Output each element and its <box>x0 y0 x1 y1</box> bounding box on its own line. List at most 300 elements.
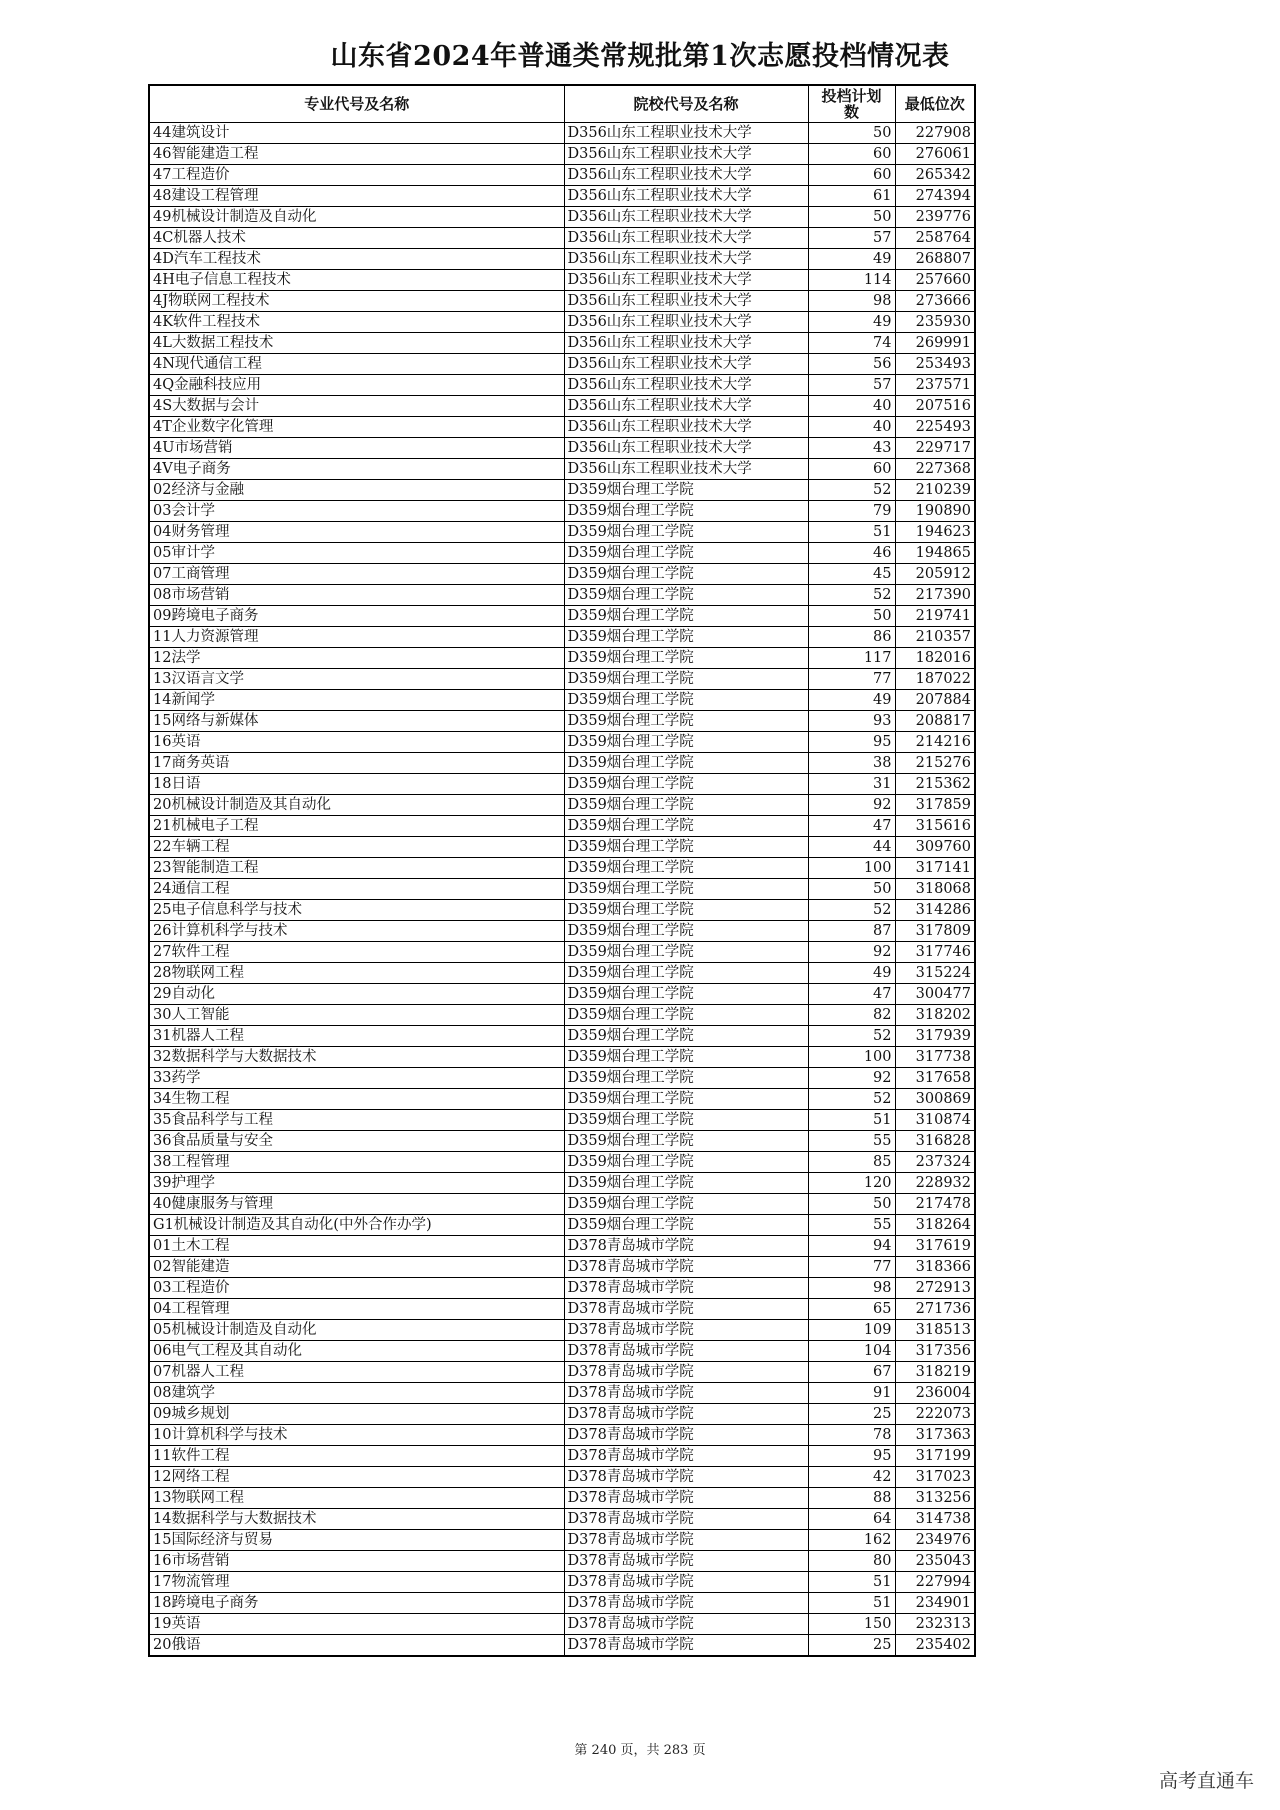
plan-cell: 40 <box>808 417 895 438</box>
plan-cell: 92 <box>808 942 895 963</box>
admission-table <box>148 84 976 1657</box>
table-row <box>149 606 975 627</box>
table-row <box>149 228 975 249</box>
rank-cell: 276061 <box>895 144 975 165</box>
major-cell: 27软件工程 <box>149 942 564 963</box>
school-cell: D359烟台理工学院 <box>564 1131 808 1152</box>
major-cell: 4L大数据工程技术 <box>149 333 564 354</box>
plan-cell: 92 <box>808 795 895 816</box>
plan-cell: 120 <box>808 1173 895 1194</box>
school-cell: D356山东工程职业技术大学 <box>564 459 808 480</box>
plan-cell: 51 <box>808 1572 895 1593</box>
plan-cell: 40 <box>808 396 895 417</box>
table-row <box>149 1194 975 1215</box>
table-row <box>149 795 975 816</box>
plan-cell: 50 <box>808 123 895 144</box>
page-footer: 第 240 页，共 283 页 <box>574 1743 706 1758</box>
major-cell: 17物流管理 <box>149 1572 564 1593</box>
rank-cell: 317859 <box>895 795 975 816</box>
table-body <box>149 123 975 1657</box>
major-cell: 48建设工程管理 <box>149 186 564 207</box>
rank-cell: 317738 <box>895 1047 975 1068</box>
table-row <box>149 1320 975 1341</box>
school-cell: D378青岛城市学院 <box>564 1236 808 1257</box>
major-cell: 09跨境电子商务 <box>149 606 564 627</box>
school-cell: D359烟台理工学院 <box>564 900 808 921</box>
table-row <box>149 564 975 585</box>
table-row <box>149 543 975 564</box>
rank-cell: 318264 <box>895 1215 975 1236</box>
school-cell: D356山东工程职业技术大学 <box>564 249 808 270</box>
table-row <box>149 648 975 669</box>
major-cell: 4Q金融科技应用 <box>149 375 564 396</box>
plan-cell: 77 <box>808 669 895 690</box>
school-cell: D356山东工程职业技术大学 <box>564 354 808 375</box>
major-cell: 30人工智能 <box>149 1005 564 1026</box>
major-cell: 11人力资源管理 <box>149 627 564 648</box>
major-cell: 14新闻学 <box>149 690 564 711</box>
school-cell: D359烟台理工学院 <box>564 984 808 1005</box>
school-cell: D359烟台理工学院 <box>564 1026 808 1047</box>
header-plan <box>808 85 895 123</box>
rank-cell: 187022 <box>895 669 975 690</box>
major-cell: 44建筑设计 <box>149 123 564 144</box>
school-cell: D359烟台理工学院 <box>564 585 808 606</box>
school-cell: D359烟台理工学院 <box>564 879 808 900</box>
rank-cell: 317746 <box>895 942 975 963</box>
table-row <box>149 1362 975 1383</box>
table-row <box>149 480 975 501</box>
school-cell: D378青岛城市学院 <box>564 1467 808 1488</box>
table-row <box>149 858 975 879</box>
table-row <box>149 1488 975 1509</box>
table-row <box>149 1026 975 1047</box>
major-cell: 4D汽车工程技术 <box>149 249 564 270</box>
plan-cell: 86 <box>808 627 895 648</box>
rank-cell: 214216 <box>895 732 975 753</box>
school-cell: D359烟台理工学院 <box>564 963 808 984</box>
school-cell: D359烟台理工学院 <box>564 501 808 522</box>
major-cell: 19英语 <box>149 1614 564 1635</box>
school-cell: D356山东工程职业技术大学 <box>564 144 808 165</box>
school-cell: D359烟台理工学院 <box>564 1089 808 1110</box>
table-row <box>149 1278 975 1299</box>
plan-cell: 77 <box>808 1257 895 1278</box>
page-title: 山东省2024年普通类常规批第1次志愿投档情况表 <box>330 41 950 72</box>
plan-cell: 109 <box>808 1320 895 1341</box>
plan-cell: 91 <box>808 1383 895 1404</box>
school-cell: D378青岛城市学院 <box>564 1446 808 1467</box>
table-row <box>149 984 975 1005</box>
plan-cell: 100 <box>808 1047 895 1068</box>
table-row <box>149 879 975 900</box>
rank-cell: 208817 <box>895 711 975 732</box>
major-cell: 47工程造价 <box>149 165 564 186</box>
table-row <box>149 1005 975 1026</box>
major-cell: 46智能建造工程 <box>149 144 564 165</box>
school-cell: D359烟台理工学院 <box>564 669 808 690</box>
plan-cell: 57 <box>808 375 895 396</box>
rank-cell: 268807 <box>895 249 975 270</box>
table-row <box>149 690 975 711</box>
table-row <box>149 417 975 438</box>
rank-cell: 317809 <box>895 921 975 942</box>
school-cell: D378青岛城市学院 <box>564 1530 808 1551</box>
plan-cell: 88 <box>808 1488 895 1509</box>
plan-cell: 65 <box>808 1299 895 1320</box>
school-cell: D359烟台理工学院 <box>564 480 808 501</box>
school-cell: D378青岛城市学院 <box>564 1383 808 1404</box>
rank-cell: 317141 <box>895 858 975 879</box>
major-cell: 16英语 <box>149 732 564 753</box>
plan-cell: 98 <box>808 1278 895 1299</box>
table-row <box>149 522 975 543</box>
major-cell: G1机械设计制造及其自动化(中外合作办学) <box>149 1215 564 1236</box>
major-cell: 04工程管理 <box>149 1299 564 1320</box>
plan-cell: 42 <box>808 1467 895 1488</box>
table-row <box>149 1341 975 1362</box>
major-cell: 31机器人工程 <box>149 1026 564 1047</box>
rank-cell: 314738 <box>895 1509 975 1530</box>
rank-cell: 318202 <box>895 1005 975 1026</box>
table-row <box>149 1383 975 1404</box>
table-row <box>149 1572 975 1593</box>
table-row <box>149 249 975 270</box>
rank-cell: 207884 <box>895 690 975 711</box>
major-cell: 4C机器人技术 <box>149 228 564 249</box>
table-row <box>149 1299 975 1320</box>
school-cell: D359烟台理工学院 <box>564 543 808 564</box>
plan-cell: 56 <box>808 354 895 375</box>
table-row <box>149 627 975 648</box>
school-cell: D356山东工程职业技术大学 <box>564 165 808 186</box>
major-cell: 28物联网工程 <box>149 963 564 984</box>
plan-cell: 44 <box>808 837 895 858</box>
major-cell: 11软件工程 <box>149 1446 564 1467</box>
major-cell: 22车辆工程 <box>149 837 564 858</box>
rank-cell: 317363 <box>895 1425 975 1446</box>
table-row <box>149 816 975 837</box>
rank-cell: 318366 <box>895 1257 975 1278</box>
school-cell: D359烟台理工学院 <box>564 816 808 837</box>
school-cell: D356山东工程职业技术大学 <box>564 207 808 228</box>
plan-cell: 49 <box>808 249 895 270</box>
plan-cell: 55 <box>808 1131 895 1152</box>
school-cell: D378青岛城市学院 <box>564 1278 808 1299</box>
major-cell: 18日语 <box>149 774 564 795</box>
table-row <box>149 1257 975 1278</box>
major-cell: 15国际经济与贸易 <box>149 1530 564 1551</box>
school-cell: D359烟台理工学院 <box>564 1068 808 1089</box>
plan-cell: 46 <box>808 543 895 564</box>
rank-cell: 310874 <box>895 1110 975 1131</box>
school-cell: D359烟台理工学院 <box>564 753 808 774</box>
plan-cell: 79 <box>808 501 895 522</box>
school-cell: D359烟台理工学院 <box>564 1005 808 1026</box>
rank-cell: 210357 <box>895 627 975 648</box>
table-row <box>149 1047 975 1068</box>
table-row <box>149 669 975 690</box>
major-cell: 36食品质量与安全 <box>149 1131 564 1152</box>
table-row <box>149 438 975 459</box>
rank-cell: 217478 <box>895 1194 975 1215</box>
major-cell: 49机械设计制造及自动化 <box>149 207 564 228</box>
rank-cell: 222073 <box>895 1404 975 1425</box>
school-cell: D359烟台理工学院 <box>564 942 808 963</box>
school-cell: D356山东工程职业技术大学 <box>564 186 808 207</box>
rank-cell: 317939 <box>895 1026 975 1047</box>
rank-cell: 271736 <box>895 1299 975 1320</box>
school-cell: D356山东工程职业技术大学 <box>564 270 808 291</box>
plan-cell: 43 <box>808 438 895 459</box>
plan-cell: 64 <box>808 1509 895 1530</box>
major-cell: 33药学 <box>149 1068 564 1089</box>
rank-cell: 194865 <box>895 543 975 564</box>
school-cell: D378青岛城市学院 <box>564 1572 808 1593</box>
school-cell: D359烟台理工学院 <box>564 795 808 816</box>
major-cell: 20俄语 <box>149 1635 564 1657</box>
major-cell: 4H电子信息工程技术 <box>149 270 564 291</box>
major-cell: 07机器人工程 <box>149 1362 564 1383</box>
rank-cell: 227994 <box>895 1572 975 1593</box>
plan-cell: 52 <box>808 1089 895 1110</box>
school-cell: D359烟台理工学院 <box>564 837 808 858</box>
school-cell: D359烟台理工学院 <box>564 627 808 648</box>
school-cell: D356山东工程职业技术大学 <box>564 228 808 249</box>
rank-cell: 227908 <box>895 123 975 144</box>
major-cell: 15网络与新媒体 <box>149 711 564 732</box>
table-row <box>149 354 975 375</box>
table-row <box>149 1509 975 1530</box>
major-cell: 08市场营销 <box>149 585 564 606</box>
table-row <box>149 333 975 354</box>
major-cell: 24通信工程 <box>149 879 564 900</box>
school-cell: D359烟台理工学院 <box>564 1194 808 1215</box>
plan-cell: 60 <box>808 165 895 186</box>
rank-cell: 237571 <box>895 375 975 396</box>
table-row <box>149 291 975 312</box>
major-cell: 18跨境电子商务 <box>149 1593 564 1614</box>
rank-cell: 274394 <box>895 186 975 207</box>
school-cell: D378青岛城市学院 <box>564 1341 808 1362</box>
table-row <box>149 396 975 417</box>
plan-cell: 85 <box>808 1152 895 1173</box>
plan-cell: 57 <box>808 228 895 249</box>
table-row <box>149 1467 975 1488</box>
major-cell: 12法学 <box>149 648 564 669</box>
major-cell: 39护理学 <box>149 1173 564 1194</box>
table-row <box>149 1173 975 1194</box>
rank-cell: 227368 <box>895 459 975 480</box>
plan-cell: 80 <box>808 1551 895 1572</box>
table-row <box>149 774 975 795</box>
rank-cell: 207516 <box>895 396 975 417</box>
header-major: 专业代号及名称 <box>149 85 564 123</box>
rank-cell: 273666 <box>895 291 975 312</box>
school-cell: D378青岛城市学院 <box>564 1362 808 1383</box>
plan-cell: 50 <box>808 879 895 900</box>
table-row <box>149 123 975 144</box>
school-cell: D359烟台理工学院 <box>564 690 808 711</box>
rank-cell: 235043 <box>895 1551 975 1572</box>
table-row <box>149 375 975 396</box>
table-row <box>149 1593 975 1614</box>
school-cell: D378青岛城市学院 <box>564 1635 808 1657</box>
school-cell: D356山东工程职业技术大学 <box>564 438 808 459</box>
rank-cell: 269991 <box>895 333 975 354</box>
major-cell: 05机械设计制造及自动化 <box>149 1320 564 1341</box>
table-row <box>149 585 975 606</box>
school-cell: D359烟台理工学院 <box>564 1215 808 1236</box>
major-cell: 4K软件工程技术 <box>149 312 564 333</box>
rank-cell: 253493 <box>895 354 975 375</box>
major-cell: 4U市场营销 <box>149 438 564 459</box>
major-cell: 4S大数据与会计 <box>149 396 564 417</box>
rank-cell: 235930 <box>895 312 975 333</box>
plan-cell: 25 <box>808 1635 895 1657</box>
rank-cell: 194623 <box>895 522 975 543</box>
table-row <box>149 165 975 186</box>
rank-cell: 309760 <box>895 837 975 858</box>
major-cell: 23智能制造工程 <box>149 858 564 879</box>
plan-cell: 49 <box>808 963 895 984</box>
table-row <box>149 1236 975 1257</box>
major-cell: 29自动化 <box>149 984 564 1005</box>
school-cell: D356山东工程职业技术大学 <box>564 123 808 144</box>
school-cell: D356山东工程职业技术大学 <box>564 417 808 438</box>
table-row <box>149 312 975 333</box>
school-cell: D378青岛城市学院 <box>564 1320 808 1341</box>
plan-cell: 47 <box>808 984 895 1005</box>
table-row <box>149 753 975 774</box>
school-cell: D359烟台理工学院 <box>564 858 808 879</box>
rank-cell: 313256 <box>895 1488 975 1509</box>
table-row <box>149 1425 975 1446</box>
major-cell: 4N现代通信工程 <box>149 354 564 375</box>
major-cell: 20机械设计制造及其自动化 <box>149 795 564 816</box>
major-cell: 02经济与金融 <box>149 480 564 501</box>
watermark: 高考直通车 <box>1158 1770 1254 1792</box>
plan-cell: 95 <box>808 732 895 753</box>
school-cell: D359烟台理工学院 <box>564 774 808 795</box>
plan-cell: 60 <box>808 459 895 480</box>
school-cell: D378青岛城市学院 <box>564 1551 808 1572</box>
table-header-row <box>149 85 975 123</box>
major-cell: 10计算机科学与技术 <box>149 1425 564 1446</box>
major-cell: 26计算机科学与技术 <box>149 921 564 942</box>
table-row <box>149 921 975 942</box>
major-cell: 17商务英语 <box>149 753 564 774</box>
major-cell: 05审计学 <box>149 543 564 564</box>
plan-cell: 82 <box>808 1005 895 1026</box>
school-cell: D378青岛城市学院 <box>564 1299 808 1320</box>
table-row <box>149 1215 975 1236</box>
table-row <box>149 1110 975 1131</box>
table-row <box>149 144 975 165</box>
major-cell: 13汉语言文学 <box>149 669 564 690</box>
plan-cell: 98 <box>808 291 895 312</box>
table-row <box>149 186 975 207</box>
plan-cell: 94 <box>808 1236 895 1257</box>
plan-cell: 162 <box>808 1530 895 1551</box>
major-cell: 4J物联网工程技术 <box>149 291 564 312</box>
school-cell: D356山东工程职业技术大学 <box>564 312 808 333</box>
school-cell: D359烟台理工学院 <box>564 1173 808 1194</box>
rank-cell: 235402 <box>895 1635 975 1657</box>
rank-cell: 239776 <box>895 207 975 228</box>
major-cell: 01土木工程 <box>149 1236 564 1257</box>
rank-cell: 300869 <box>895 1089 975 1110</box>
plan-cell: 104 <box>808 1341 895 1362</box>
plan-cell: 38 <box>808 753 895 774</box>
table-row <box>149 1404 975 1425</box>
plan-cell: 100 <box>808 858 895 879</box>
major-cell: 06电气工程及其自动化 <box>149 1341 564 1362</box>
plan-cell: 50 <box>808 1194 895 1215</box>
table-row <box>149 1068 975 1089</box>
plan-cell: 92 <box>808 1068 895 1089</box>
header-plan-label: 投档计划数 <box>821 87 882 121</box>
major-cell: 4T企业数字化管理 <box>149 417 564 438</box>
school-cell: D359烟台理工学院 <box>564 1110 808 1131</box>
table-row <box>149 1131 975 1152</box>
plan-cell: 49 <box>808 312 895 333</box>
major-cell: 25电子信息科学与技术 <box>149 900 564 921</box>
rank-cell: 236004 <box>895 1383 975 1404</box>
plan-cell: 50 <box>808 606 895 627</box>
table-row <box>149 1152 975 1173</box>
plan-cell: 52 <box>808 1026 895 1047</box>
table-row <box>149 837 975 858</box>
rank-cell: 182016 <box>895 648 975 669</box>
school-cell: D359烟台理工学院 <box>564 732 808 753</box>
rank-cell: 215276 <box>895 753 975 774</box>
school-cell: D359烟台理工学院 <box>564 606 808 627</box>
table-row <box>149 1089 975 1110</box>
school-cell: D356山东工程职业技术大学 <box>564 396 808 417</box>
table-row <box>149 942 975 963</box>
rank-cell: 217390 <box>895 585 975 606</box>
plan-cell: 74 <box>808 333 895 354</box>
major-cell: 40健康服务与管理 <box>149 1194 564 1215</box>
plan-cell: 61 <box>808 186 895 207</box>
rank-cell: 234901 <box>895 1593 975 1614</box>
school-cell: D378青岛城市学院 <box>564 1404 808 1425</box>
table-row <box>149 501 975 522</box>
table-row <box>149 1635 975 1657</box>
school-cell: D359烟台理工学院 <box>564 648 808 669</box>
major-cell: 4V电子商务 <box>149 459 564 480</box>
major-cell: 12网络工程 <box>149 1467 564 1488</box>
major-cell: 03会计学 <box>149 501 564 522</box>
school-cell: D359烟台理工学院 <box>564 1047 808 1068</box>
major-cell: 13物联网工程 <box>149 1488 564 1509</box>
major-cell: 08建筑学 <box>149 1383 564 1404</box>
school-cell: D356山东工程职业技术大学 <box>564 291 808 312</box>
plan-cell: 78 <box>808 1425 895 1446</box>
plan-cell: 50 <box>808 207 895 228</box>
plan-cell: 51 <box>808 522 895 543</box>
school-cell: D378青岛城市学院 <box>564 1488 808 1509</box>
school-cell: D359烟台理工学院 <box>564 921 808 942</box>
plan-cell: 67 <box>808 1362 895 1383</box>
table-row <box>149 900 975 921</box>
school-cell: D356山东工程职业技术大学 <box>564 375 808 396</box>
school-cell: D378青岛城市学院 <box>564 1509 808 1530</box>
rank-cell: 317199 <box>895 1446 975 1467</box>
rank-cell: 315616 <box>895 816 975 837</box>
rank-cell: 215362 <box>895 774 975 795</box>
